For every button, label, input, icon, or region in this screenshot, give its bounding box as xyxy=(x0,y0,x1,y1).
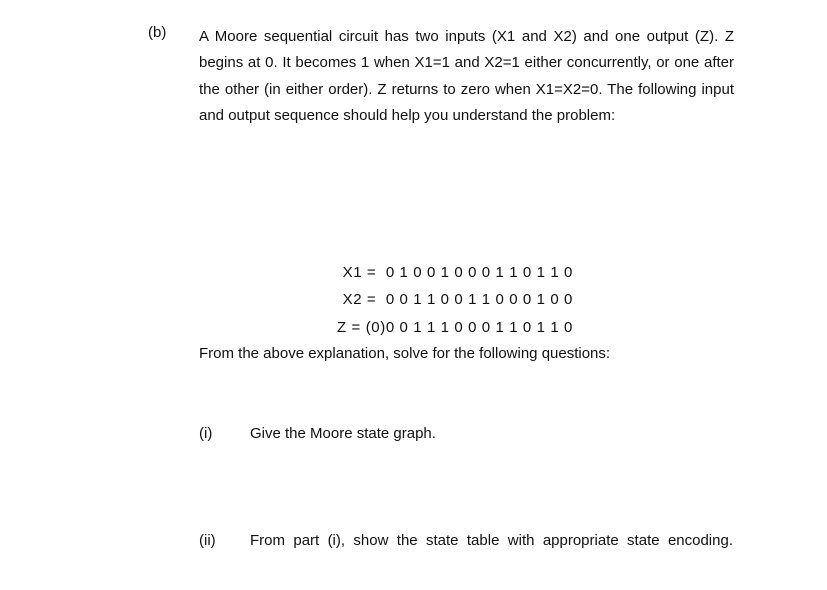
sequence-x2: X2 = 0 0 1 1 0 0 1 1 0 0 0 1 0 0 xyxy=(342,291,573,308)
question-i-number: (i) xyxy=(199,425,213,442)
sequence-z: Z = (0)0 0 1 1 1 0 0 0 1 1 0 1 1 0 xyxy=(337,319,573,336)
question-ii-text: From part (i), show the state table with appropriate state encoding. xyxy=(250,532,733,549)
question-ii-number: (ii) xyxy=(199,532,216,549)
instruction-line: From the above explanation, solve for the following questions: xyxy=(199,345,611,362)
question-part-label: (b) xyxy=(148,24,167,41)
question-i-text: Give the Moore state graph. xyxy=(250,425,436,442)
sequence-x1: X1 = 0 1 0 0 1 0 0 0 1 1 0 1 1 0 xyxy=(342,264,573,281)
problem-statement: A Moore sequential circuit has two inputs (X1 and X2) and one output (Z). Z begins at 0. It becomes 1 when X1=1 and X2=1 either concurrently, or one after the other (in either order). Z returns to zero when X1=X2=0. The following input and output sequence should help you understand the problem: xyxy=(199,28,734,124)
